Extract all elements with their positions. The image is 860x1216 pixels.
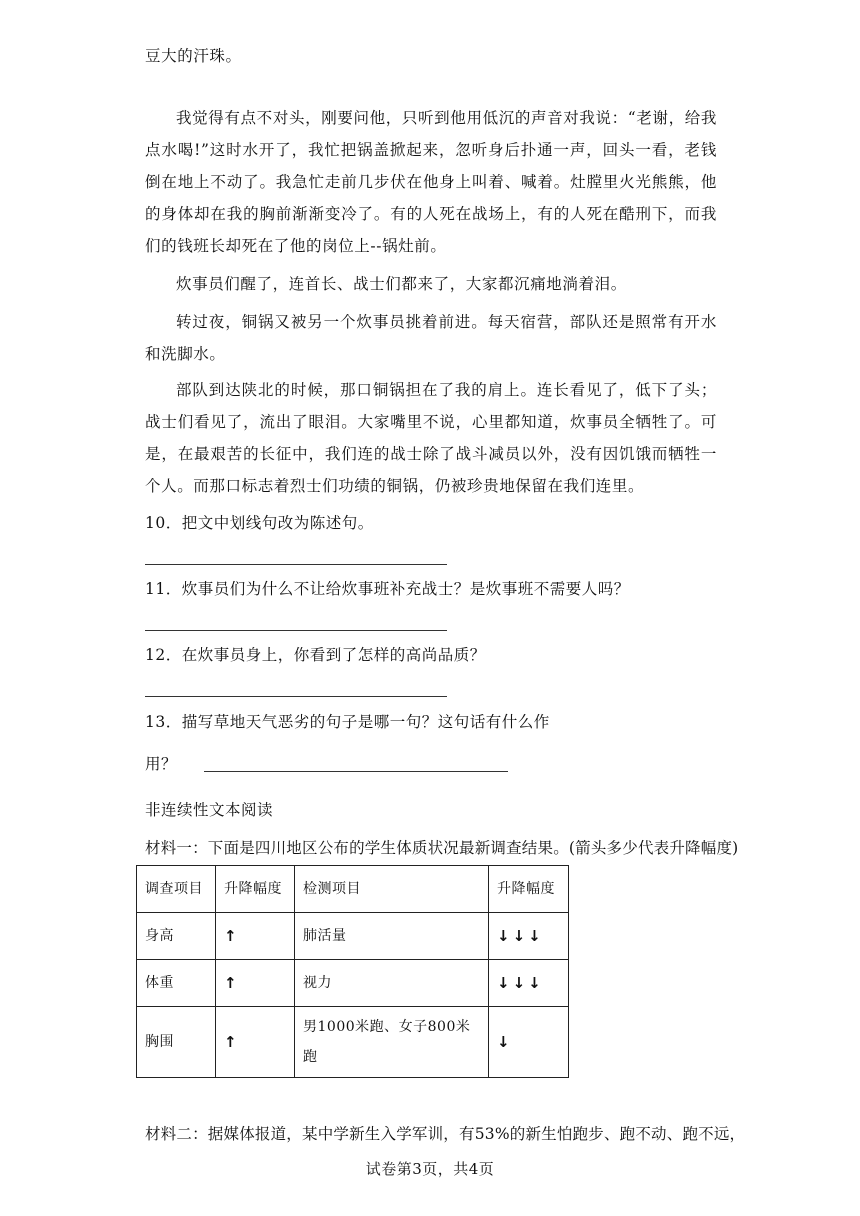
table-row [137, 1007, 569, 1078]
trend-arrow-cell: ↑ [216, 960, 295, 1007]
table-cell: 身高 [137, 913, 216, 960]
question-12: 12．在炊事员身上，你看到了怎样的高尚品质？ [145, 646, 486, 664]
table-row [137, 913, 569, 960]
table-cell: 视力 [295, 960, 489, 1007]
trend-arrow-cell: ↑ [216, 1007, 295, 1078]
table-cell: 胸围 [137, 1007, 216, 1078]
answer-line-12[interactable] [145, 696, 447, 697]
answer-line-11[interactable] [145, 630, 447, 631]
section-title: 非连续性文本阅读 [145, 801, 274, 819]
table-cell: 肺活量 [295, 913, 489, 960]
table-row [137, 960, 569, 1007]
passage-paragraph-3: 炊事员们醒了，连首长、战士们都来了，大家都沉痛地淌着泪。 [176, 275, 627, 293]
table-header-cell: 调查项目 [137, 866, 216, 913]
table-header-cell: 升降幅度 [216, 866, 295, 913]
material-1-text: 材料一：下面是四川地区公布的学生体质状况最新调查结果。(箭头多少代表升降幅度) [145, 839, 739, 857]
passage-paragraph-4: 转过夜，铜锅又被另一个炊事员挑着前进。每天宿营，部队还是照常有开水和洗脚水。 [145, 313, 717, 363]
trend-arrow-cell: ↓ [489, 1007, 569, 1078]
table-cell: 男1000米跑、女子800米跑 [295, 1007, 489, 1078]
question-13-continued: 用？ [145, 755, 178, 773]
passage-paragraph-1: 豆大的汗珠。 [145, 47, 242, 65]
question-10: 10．把文中划线句改为陈述句。 [145, 514, 374, 532]
passage-paragraph-5: 部队到达陕北的时候，那口铜锅担在了我的肩上。连长看见了，低下了头；战士们看见了，流出了眼泪。大家嘴里不说，心里都知道，炊事员全牺牲了。可是，在最艰苦的长征中，我们连的战士除了战斗减员以外，没有因饥饿而牺牲一个人。而那口标志着烈士们功绩的铜锅，仍被珍贵地保留在我们连里。 [145, 381, 717, 495]
passage-paragraph-2: 我觉得有点不对头，刚要问他，只听到他用低沉的声音对我说：“老谢，给我点水喝!”这时水开了，我忙把锅盖掀起来，忽听身后扑通一声，回头一看，老钱倒在地上不动了。我急忙走前几步伏在他身上叫着、喊着。灶膛里火光熊熊，他的身体却在我的胸前渐渐变冷了。有的人死在战场上，有的人死在酷刑下，而我们的钱班长却死在了他的岗位上--锅灶前。 [145, 109, 717, 255]
table-cell: 体重 [137, 960, 216, 1007]
survey-table [136, 865, 569, 1078]
material-2-text: 材料二：据媒体报道，某中学新生入学军训，有53%的新生怕跑步、跑不动、跑不远， [145, 1125, 746, 1143]
table-header-cell: 升降幅度 [489, 866, 569, 913]
answer-line-13[interactable] [204, 771, 508, 772]
page-footer: 试卷第3页，共4页 [365, 1160, 495, 1178]
trend-arrow-cell: ↓↓↓ [489, 960, 569, 1007]
answer-line-10[interactable] [145, 564, 447, 565]
question-11: 11．炊事员们为什么不让给炊事班补充战士？是炊事班不需要人吗？ [145, 580, 630, 598]
table-header-row [137, 866, 569, 913]
trend-arrow-cell: ↑ [216, 913, 295, 960]
question-13: 13．描写草地天气恶劣的句子是哪一句？这句话有什么作 [145, 713, 550, 731]
trend-arrow-cell: ↓↓↓ [489, 913, 569, 960]
table-header-cell: 检测项目 [295, 866, 489, 913]
